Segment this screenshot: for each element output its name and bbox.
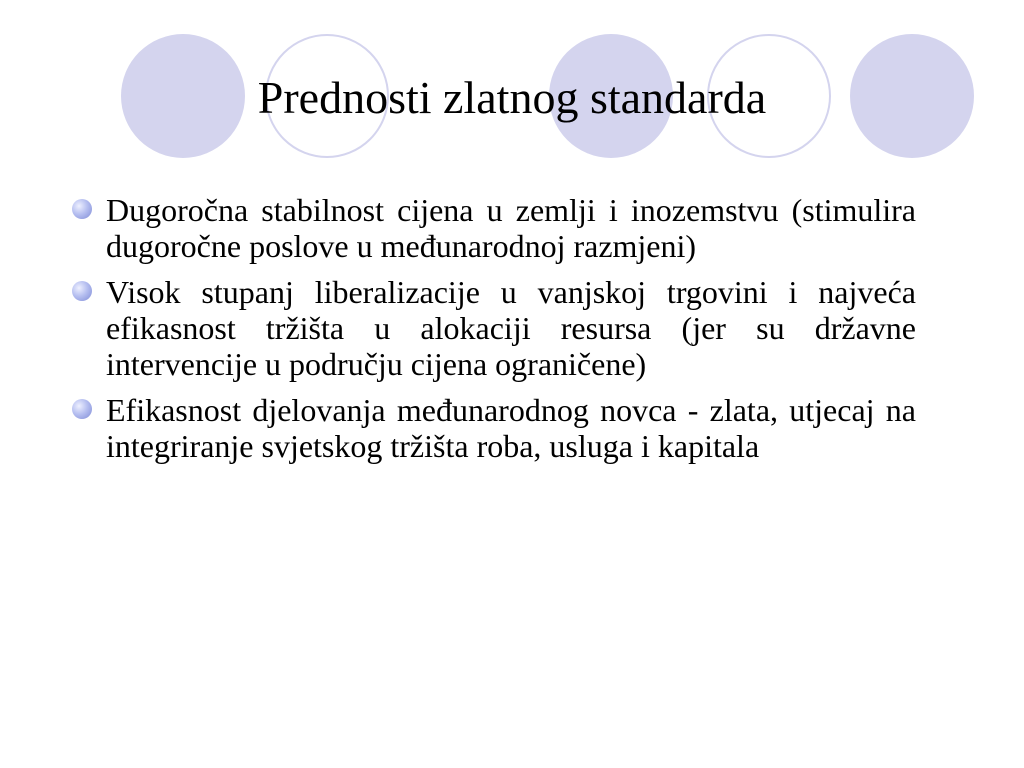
bullet-text: Efikasnost djelovanja međunarodnog novca - zlata, utjecaj na integriranje svjetskog tržišta roba, usluga i kapitala [106, 392, 916, 464]
bullet-item [70, 392, 916, 464]
bullet-text: Dugoročna stabilnost cijena u zemlji i inozemstvu (stimulira dugoročne poslove u međunarodnoj razmjeni) [106, 192, 916, 264]
bullet-list [70, 192, 916, 474]
bullet-icon [72, 199, 92, 219]
bullet-item [70, 192, 916, 264]
bullet-text: Visok stupanj liberalizacije u vanjskoj trgovini i najveća efikasnost tržišta u alokaciji resursa (jer su državne intervencije u području cijena ograničene) [106, 274, 916, 382]
bullet-icon [72, 399, 92, 419]
bullet-item [70, 274, 916, 382]
slide-title: Prednosti zlatnog standarda [257, 72, 767, 123]
bullet-icon [72, 281, 92, 301]
